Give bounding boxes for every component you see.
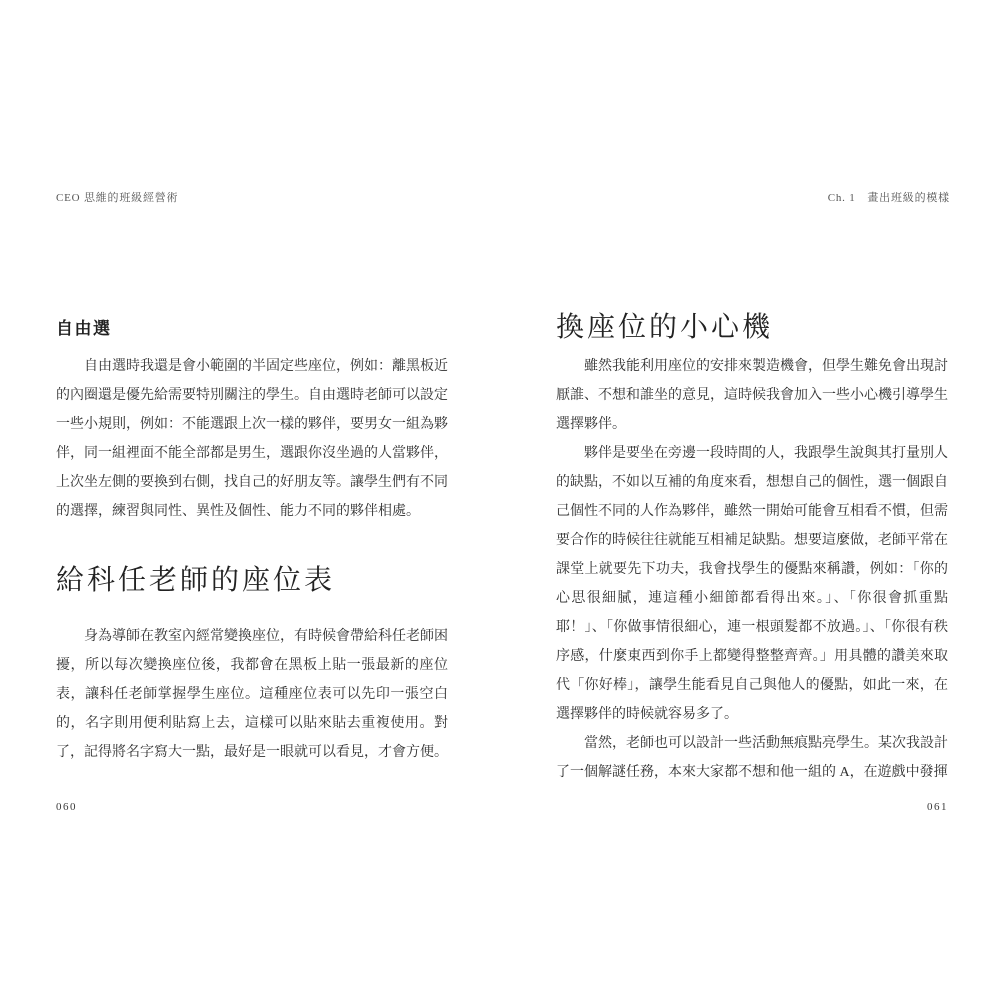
section-heading-seating-chart: 給科任老師的座位表 bbox=[56, 565, 336, 596]
paragraph-free-choice: 自由選時我還是會小範圍的半固定些座位，例如：離黑板近的內圈還是優先給需要特別關注的學生。自由選時老師可以設定一些小規則，例如：不能選跟上次一樣的夥伴，要男女一組為夥伴，同一組裡面不能全部都是男生，選跟你沒坐過的人當夥伴，上次坐左側的要換到右側，找自己的好朋友等。讓學生們有不同的選擇，練習與同性、異性及個性、能力不同的夥伴相處。 bbox=[56, 359, 448, 519]
running-header-left: CEO 思維的班級經營術 bbox=[56, 192, 179, 204]
right-page bbox=[556, 0, 948, 1000]
left-page bbox=[56, 0, 448, 1000]
paragraph-seat-change-1: 雖然我能利用座位的安排來製造機會，但學生難免會出現討厭誰、不想和誰坐的意見，這時候我會加入一些小心機引導學生選擇夥伴。 bbox=[556, 359, 948, 432]
left-page-paragraph-block-1 bbox=[56, 352, 448, 526]
section-heading-seat-change-trick: 換座位的小心機 bbox=[556, 312, 774, 343]
right-page-paragraph-block bbox=[556, 352, 948, 787]
section-heading-free-choice: 自由選 bbox=[56, 319, 112, 338]
paragraph-seating-chart: 身為導師在教室內經常變換座位，有時候會帶給科任老師困擾，所以每次變換座位後，我都會在黑板上貼一張最新的座位表，讓科任老師掌握學生座位。這種座位表可以先印一張空白的，名字則用便利貼寫上去，這樣可以貼來貼去重複使用。對了，記得將名字寫大一點，最好是一眼就可以看見，才會方便。 bbox=[56, 629, 448, 760]
page-number-left: 060 bbox=[56, 801, 77, 813]
paragraph-seat-change-3: 當然，老師也可以設計一些活動無痕點亮學生。某次我設計了一個解謎任務，本來大家都不想和他一組的 A，在遊戲中發揮 bbox=[556, 736, 948, 780]
paragraph-seat-change-2: 夥伴是要坐在旁邊一段時間的人，我跟學生說與其打量別人的缺點，不如以互補的角度來看，想想自己的個性，選一個跟自己個性不同的人作為夥伴，雖然一開始可能會互相看不慣，但需要合作的時候往往就能互相補足缺點。想要這麼做，老師平常在課堂上就要先下功夫，我會找學生的優點來稱讚，例如：「你的心思很細膩，連這種小細節都看得出來。」、「你很會抓重點耶！」、「你做事情很細心，連一根頭髮都不放過。」、「你很有秩序感，什麼東西到你手上都變得整整齊齊。」用具體的讚美來取代「你好棒」，讓學生能看見自己與他人的優點，如此一來，在選擇夥伴的時候就容易多了。 bbox=[556, 446, 948, 722]
page-number-right: 061 bbox=[927, 801, 948, 813]
left-page-paragraph-block-2 bbox=[56, 622, 448, 767]
running-header-right: Ch. 1 畫出班級的模樣 bbox=[827, 192, 950, 204]
